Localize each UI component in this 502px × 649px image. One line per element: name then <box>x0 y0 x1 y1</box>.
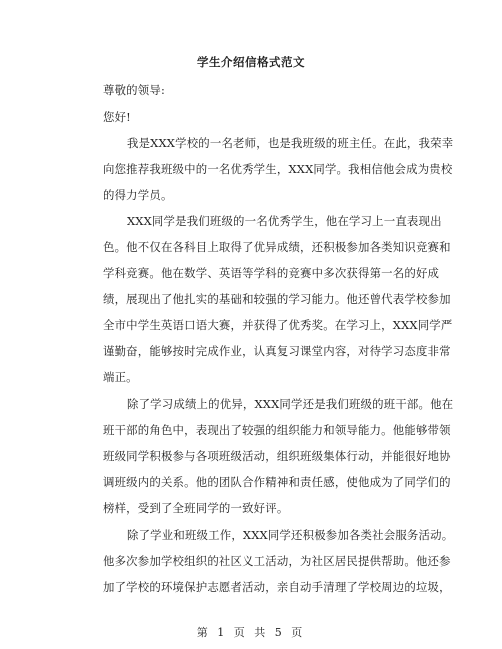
body-line: 谨勤奋，能够按时完成作业，认真复习课堂内容，对待学习态度非常 <box>103 344 451 358</box>
document-title: 学生介绍信格式范文 <box>197 55 305 69</box>
body-line: 我是XXX学校的一名老师，也是我班级的班主任。在此，我荣幸 <box>127 136 454 150</box>
body-line: 榜样，受到了全班同学的一致好评。 <box>103 501 289 515</box>
page-footer: 第 1 页 共 5 页 <box>196 626 306 639</box>
body-line: 端正。 <box>103 370 138 384</box>
salutation: 尊敬的领导: <box>103 83 165 97</box>
body-line: 色。他不仅在各科目上取得了优异成绩，还积极参加各类知识竞赛和 <box>103 240 451 254</box>
body-line: 除了学业和班级工作，XXX同学还积极参加各类社会服务活动。 <box>127 528 454 542</box>
body-line: 的得力学员。 <box>103 188 173 202</box>
body-line: 向您推荐我班级中的一名优秀学生，XXX同学。我相信他会成为贵校 <box>103 162 453 176</box>
body-line: 学科竞赛。他在数学、英语等学科的竞赛中多次获得第一名的好成 <box>103 266 440 280</box>
body-line: XXX同学是我们班级的一名优秀学生，他在学习上一直表现出 <box>127 214 442 228</box>
body-line: 绩，展现出了他扎实的基础和较强的学习能力。他还曾代表学校参加 <box>103 292 451 306</box>
body-line: 加了学校的环境保护志愿者活动，亲自动手清理了学校周边的垃圾， <box>103 580 451 594</box>
body-line: 班级同学积极参与各项班级活动，组织班级集体行动，并能很好地协 <box>103 449 451 463</box>
body-line: 他多次参加学校组织的社区义工活动，为社区居民提供帮助。他还参 <box>103 554 451 568</box>
body-line: 调班级内的关系。他的团队合作精神和责任感，使他成为了同学们的 <box>103 475 451 489</box>
body-line: 除了学习成绩上的优异，XXX同学还是我们班级的班干部。他在 <box>127 397 454 411</box>
body-line: 全市中学生英语口语大赛，并获得了优秀奖。在学习上，XXX同学严 <box>103 318 453 332</box>
greeting: 您好! <box>103 110 131 124</box>
body-line: 班干部的角色中，表现出了较强的组织能力和领导能力。他能够带领 <box>103 423 451 437</box>
